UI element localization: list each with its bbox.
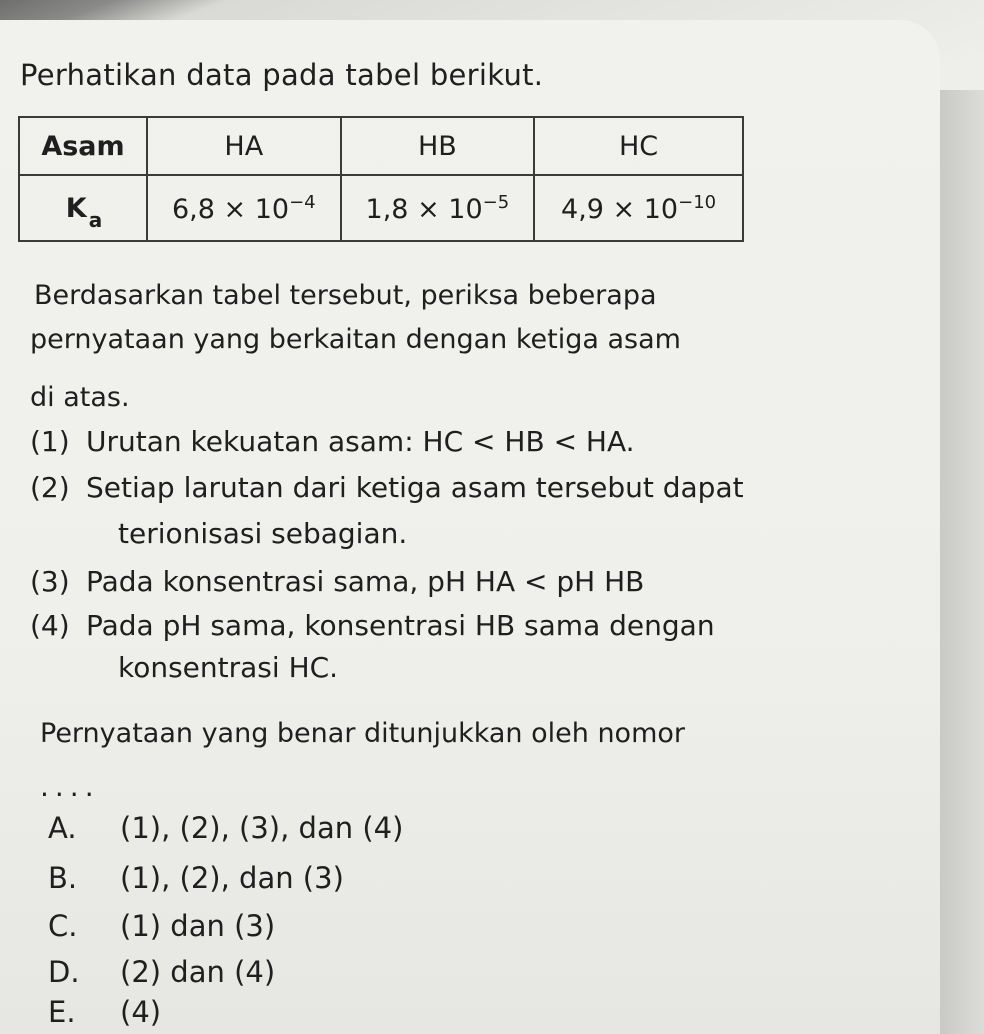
option-e[interactable] xyxy=(48,990,161,1034)
statement-4-number: (4) xyxy=(30,609,70,642)
answer-ellipsis: .... xyxy=(40,770,100,803)
column-header-ha: HA xyxy=(147,117,341,175)
option-b-text: (1), (2), dan (3) xyxy=(120,861,344,895)
column-header-hc: HC xyxy=(534,117,743,175)
statement-2-text: Setiap larutan dari ketiga asam tersebut dapat xyxy=(86,471,744,504)
option-a-text: (1), (2), (3), dan (4) xyxy=(120,811,404,845)
page-title: Perhatikan data pada tabel berikut. xyxy=(20,58,544,92)
option-e-letter: E. xyxy=(48,995,76,1029)
intro-line-1: Berdasarkan tabel tersebut, periksa beberapa xyxy=(34,280,657,311)
statement-3-text: Pada konsentrasi sama, pH HA < pH HB xyxy=(86,565,645,598)
statement-1-number: (1) xyxy=(30,425,70,458)
question-text: Pernyataan yang benar ditunjukkan oleh nomor xyxy=(40,718,685,749)
intro-line-2: pernyataan yang berkaitan dengan ketiga asam xyxy=(30,324,681,355)
page-edge xyxy=(940,90,984,1034)
option-d[interactable] xyxy=(48,950,275,994)
option-a[interactable] xyxy=(48,806,403,850)
ka-label: K xyxy=(65,192,87,224)
statement-4 xyxy=(30,604,715,648)
acid-label: Asam xyxy=(41,130,125,162)
statement-2 xyxy=(30,466,744,510)
option-a-letter: A. xyxy=(48,811,77,845)
acid-label-cell xyxy=(19,117,147,175)
column-header-hb: HB xyxy=(341,117,535,175)
option-c[interactable] xyxy=(48,904,275,948)
ka-subscript: a xyxy=(88,207,103,232)
statement-1-text: Urutan kekuatan asam: HC < HB < HA. xyxy=(86,425,635,458)
intro-line-3: di atas. xyxy=(30,382,130,413)
ka-label-cell xyxy=(19,175,147,241)
statement-2-continued: terionisasi sebagian. xyxy=(118,517,408,550)
ka-table xyxy=(18,116,744,242)
option-c-text: (1) dan (3) xyxy=(120,909,276,943)
ka-value-hc: $4,9 \times 10^{-10}$ xyxy=(534,175,743,241)
option-c-letter: C. xyxy=(48,909,78,943)
option-b[interactable] xyxy=(48,856,344,900)
statement-1 xyxy=(30,420,635,464)
statement-3 xyxy=(30,560,644,604)
option-e-text: (4) xyxy=(120,995,162,1029)
table-header-row xyxy=(19,117,743,175)
option-d-letter: D. xyxy=(48,955,80,989)
ka-value-hb: $1,8 \times 10^{-5}$ xyxy=(341,175,535,241)
statement-4-text: Pada pH sama, konsentrasi HB sama dengan xyxy=(86,609,715,642)
option-b-letter: B. xyxy=(48,861,78,895)
statement-4-continued: konsentrasi HC. xyxy=(118,651,339,684)
statement-2-number: (2) xyxy=(30,471,70,504)
option-d-text: (2) dan (4) xyxy=(120,955,276,989)
ka-value-ha: $6,8 \times 10^{-4}$ xyxy=(147,175,341,241)
statement-3-number: (3) xyxy=(30,565,70,598)
table-ka-row xyxy=(19,175,743,241)
